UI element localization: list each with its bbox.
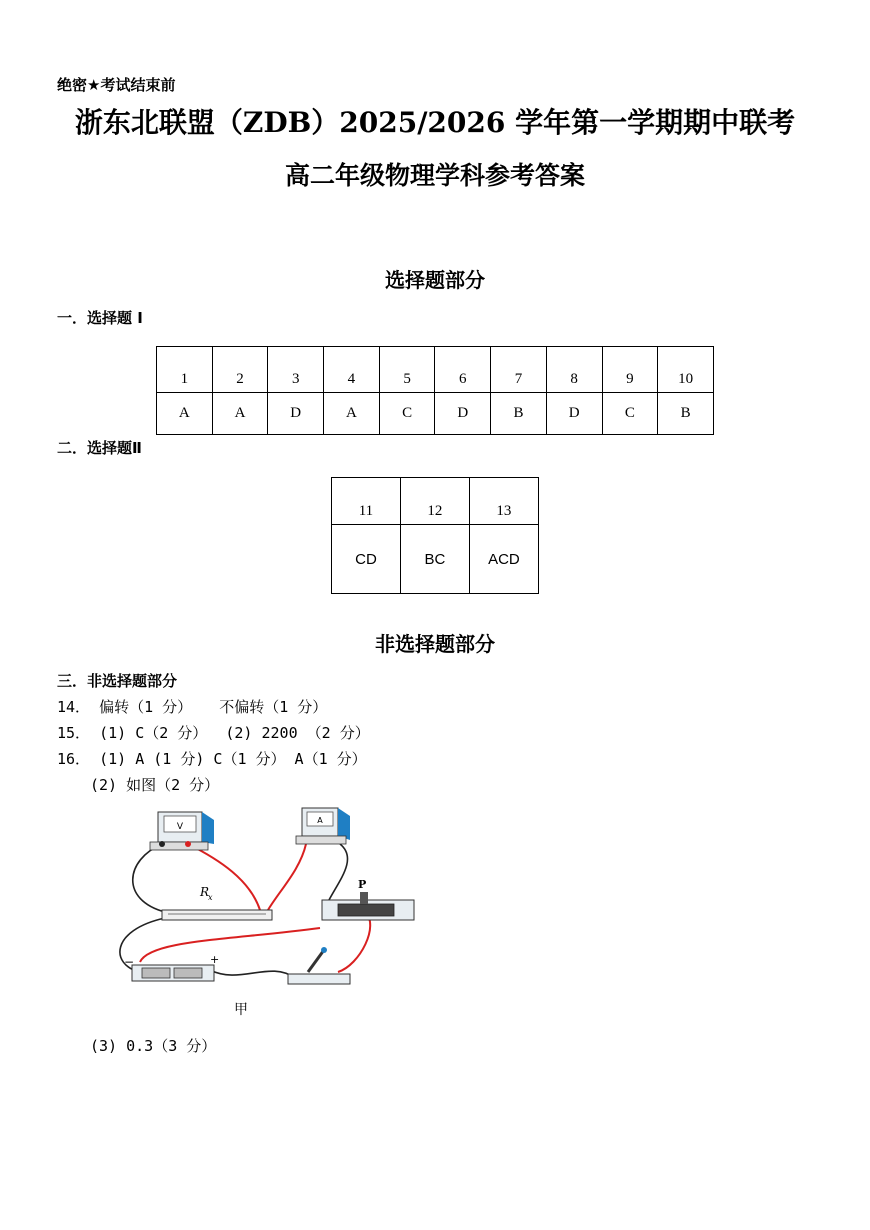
switch xyxy=(288,947,350,984)
wire xyxy=(133,844,165,912)
table-cell: 7 xyxy=(491,347,547,393)
table-cell: 10 xyxy=(658,347,714,393)
wire xyxy=(188,844,260,910)
answer-table-1 xyxy=(156,346,714,435)
table-row xyxy=(157,393,714,435)
answer-table-2 xyxy=(331,477,539,594)
table-cell: 3 xyxy=(268,347,324,393)
wire xyxy=(268,844,306,910)
slider-label: P xyxy=(358,878,367,891)
table-cell: D xyxy=(268,393,324,435)
table-cell: 13 xyxy=(469,478,538,525)
table-cell: A xyxy=(157,393,213,435)
table-cell: B xyxy=(491,393,547,435)
voltmeter xyxy=(150,812,214,850)
table-cell: A xyxy=(212,393,268,435)
table-cell: ACD xyxy=(469,525,538,594)
minus-label: − xyxy=(124,955,135,969)
table-cell: CD xyxy=(332,525,401,594)
table-cell: 8 xyxy=(546,347,602,393)
table-row xyxy=(332,478,539,525)
answer-line-16: 16． (1) A (1 分) C（1 分） A（1 分） xyxy=(57,750,367,768)
table-cell: 9 xyxy=(602,347,658,393)
heading-choice-2: 二．选择题Ⅱ xyxy=(57,439,142,457)
table-cell: C xyxy=(602,393,658,435)
table-row xyxy=(332,525,539,594)
table-cell: B xyxy=(658,393,714,435)
table-cell: BC xyxy=(400,525,469,594)
circuit-diagram xyxy=(110,800,430,1030)
wire xyxy=(140,928,320,962)
section-title-choice: 选择题部分 xyxy=(385,268,485,292)
wire xyxy=(210,970,295,978)
page-title: 浙东北联盟（ZDB）2025/2026 学年第一学期期中联考 xyxy=(74,106,796,139)
section-title-nonchoice: 非选择题部分 xyxy=(375,632,495,656)
answer-line-16-3: (3) 0.3（3 分） xyxy=(90,1037,217,1055)
table-cell: 1 xyxy=(157,347,213,393)
ammeter xyxy=(296,808,350,844)
table-cell: 4 xyxy=(324,347,380,393)
resistor-sub: x xyxy=(208,893,213,902)
rheostat xyxy=(322,878,414,920)
table-cell: 6 xyxy=(435,347,491,393)
table-cell: D xyxy=(435,393,491,435)
wire xyxy=(325,844,348,908)
figure-caption: 甲 xyxy=(234,1002,248,1018)
heading-nonchoice: 三．非选择题部分 xyxy=(57,672,178,690)
voltmeter-label: V xyxy=(176,822,184,832)
plus-label: + xyxy=(210,953,220,966)
battery xyxy=(124,953,219,981)
table-cell: 12 xyxy=(400,478,469,525)
page-subtitle: 高二年级物理学科参考答案 xyxy=(284,161,585,190)
wire xyxy=(338,912,370,972)
answer-line-16-2: (2) 如图（2 分） xyxy=(90,776,220,794)
resistor-label: R xyxy=(200,885,210,899)
resistor xyxy=(162,885,272,920)
table-cell: 11 xyxy=(332,478,401,525)
table-cell: 2 xyxy=(212,347,268,393)
table-cell: D xyxy=(546,393,602,435)
confidential-label: 绝密★考试结束前 xyxy=(57,76,176,94)
table-row xyxy=(157,347,714,393)
answer-line-15: 15． (1) C（2 分） (2) 2200 （2 分） xyxy=(57,724,370,742)
table-cell: A xyxy=(324,393,380,435)
table-cell: 5 xyxy=(379,347,435,393)
heading-choice-1: 一．选择题 I xyxy=(57,309,143,327)
table-cell: C xyxy=(379,393,435,435)
answer-line-14: 14． 偏转（1 分） 不偏转（1 分） xyxy=(57,698,328,716)
ammeter-label: A xyxy=(317,816,323,825)
